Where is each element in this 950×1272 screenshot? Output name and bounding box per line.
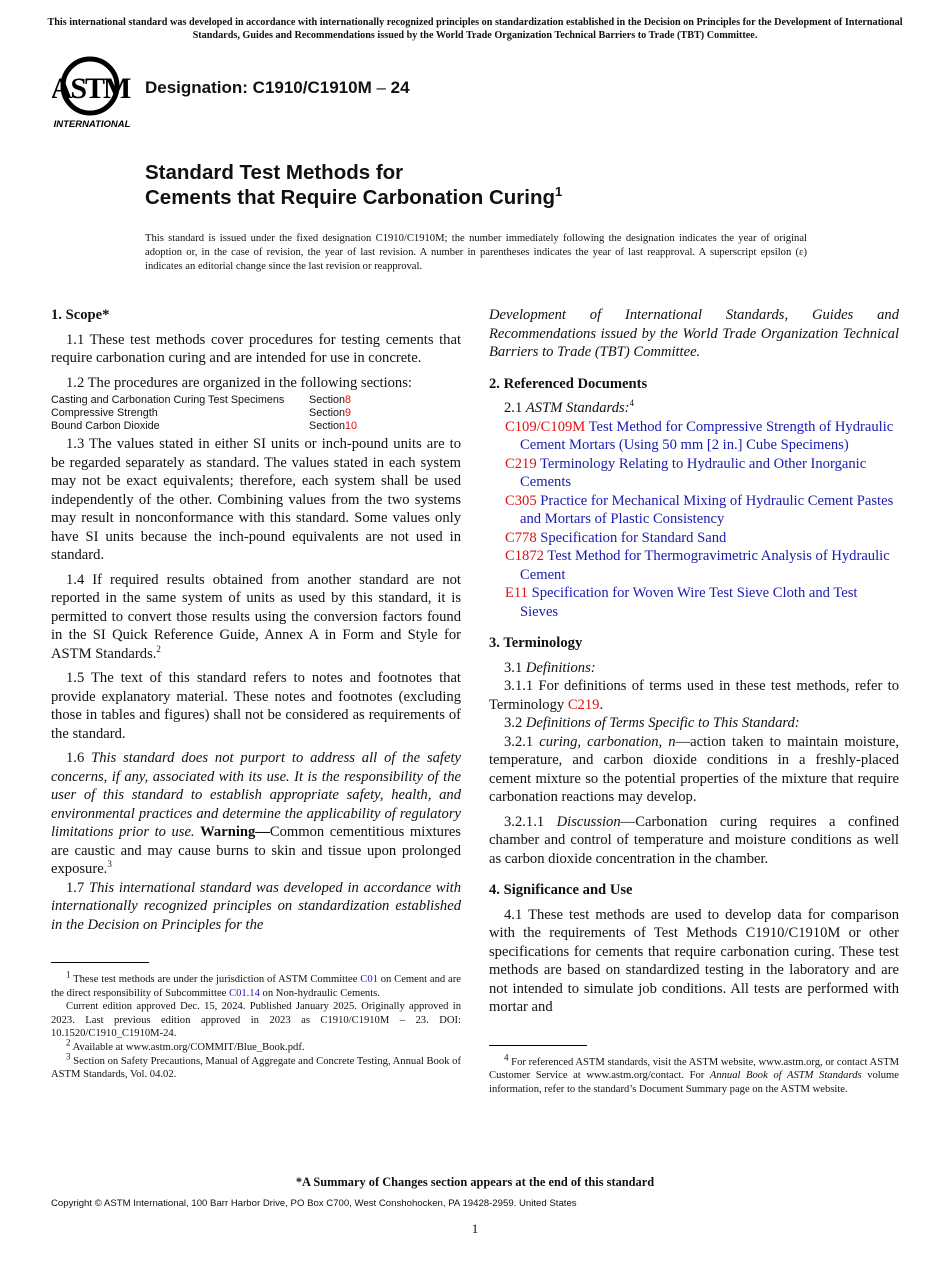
table-row: Casting and Carbonation Curing Test Specimens Section 8 (51, 394, 352, 406)
list-item[interactable]: C1872 Test Method for Thermogravimetric Analysis of Hydraulic Cement (505, 548, 890, 583)
para-2-1: 2.1 ASTM Standards:$^4$ (504, 398, 635, 416)
footnotes-right (489, 1051, 899, 1097)
summary-note: *A Summary of Changes section appears at the end of this standard (295, 1175, 655, 1189)
para-3-2-1-1: 3.2.1.1 Discussion—Carbonation curing requires a confined chamber and control of temperature and moisture conditions as well as carbon dioxide concentration in the chamber. (489, 813, 900, 867)
footnote-ref[interactable]: 4 (629, 398, 635, 409)
list-item[interactable]: C778 Specification for Standard Sand (505, 529, 727, 546)
para-1-6: 1.6 This standard does not purport to address all of the safety concerns, if any, associated with its use. It is the responsibility of the user of this standard to establish appropriate safety, health, and environmental practices and determine the applicability of regulatory limitations prior to use. Warning—Common cementitious mixtures are caustic and may cause burns to skin and tissue upon prolonged exposure.$^3$ (51, 750, 461, 877)
terminology-heading: 3. Terminology (489, 635, 583, 651)
list-item[interactable]: E11 Specification for Woven Wire Test Sieve Cloth and Test Sieves (505, 585, 858, 620)
svg-text:ASTM: ASTM (52, 72, 130, 105)
designation (145, 78, 410, 98)
left-column (51, 306, 461, 1082)
para-1-1: 1.1 These test methods cover procedures for testing cements that require carbonation curing and are intended for use in concrete. (51, 331, 461, 366)
designation-year: 24 (390, 78, 410, 97)
footnote-divider (489, 1045, 587, 1046)
scope-heading: 1. Scope* (51, 307, 110, 323)
section-link[interactable]: 8 (345, 394, 352, 406)
copyright: Copyright © ASTM International, 100 Barr Harbor Drive, PO Box C700, West Conshohocken, PA 19428-2959. United States (51, 1198, 577, 1209)
table-row: Compressive Strength Section 9 (51, 407, 352, 419)
referenced-heading: 2. Referenced Documents (489, 375, 648, 392)
edition-note: Current edition approved Dec. 15, 2024. Published January 2025. Originally approved in 2023. Last previous edition approved in 2023 as C1910/C1910M – 23. DOI: 10.1520/C1910_C1910M-24. (51, 1001, 461, 1040)
footnote-2: $^2$ Available at www.astm.org/COMMIT/Blue_Book.pdf. (66, 1037, 305, 1053)
section-link[interactable]: 10 (345, 420, 358, 432)
footnote-ref[interactable]: 2 (156, 643, 161, 654)
designation-label: Designation: C1910/C1910M (145, 78, 372, 97)
table-row: Bound Carbon Dioxide Section 10 (51, 420, 358, 432)
footnote-4: $^4$ For referenced ASTM standards, visit the ASTM website, www.astm.org, or contact ASTM Customer Service at www.astm.org/contact. For Annual Book of ASTM Standards volume information, refer to the standard’s Document Summary page on the ASTM website. (489, 1051, 899, 1095)
significance-heading: 4. Significance and Use (489, 882, 633, 898)
para-3-2: 3.2 Definitions of Terms Specific to This Standard: (504, 715, 800, 731)
para-4-1: 4.1 These test methods are used to develop data for comparison with the requirements of Test Methods C1910/C1910M or other specifications for cements that require carbonation curing. These test methods are based on standardized testing in the laboratory and are not intended to simulate job conditions. All tests are performed with mortar and (489, 906, 899, 1015)
para-3-1-1: 3.1.1 For definitions of terms used in these test methods, refer to Terminology C219. (489, 678, 899, 713)
page-title (145, 160, 562, 210)
para-1-2: 1.2 The procedures are organized in the following sections: (66, 374, 412, 391)
list-item[interactable]: C109/C109M Test Method for Compressive Strength of Hydraulic Cement Mortars (Using 50 mm [2 in.] Cube Specimens) (505, 418, 894, 453)
footnote-divider (51, 962, 149, 963)
designation-dash: – (371, 78, 391, 97)
title-footnote-ref[interactable]: 1 (555, 184, 563, 200)
committee-link[interactable]: C01 (360, 974, 378, 985)
footnotes-left (51, 969, 461, 1082)
sections-table (51, 394, 461, 433)
para-1-7: 1.7 This international standard was developed in accordance with internationally recognized principles on standardization established in the Decision on Principles for the (51, 879, 462, 933)
section-link[interactable]: 9 (345, 407, 352, 419)
title-line2: Cements that Require Carbonation Curing$^1$ (145, 184, 563, 209)
para-3-2-1: 3.2.1 curing, carbonation, n—action taken to maintain moisture, temperature, and carbon dioxide conditions in a freshly-placed cement mixture so the potential properties of the mixture that require carbonation reactions may develop. (489, 733, 899, 805)
para-1-4: 1.4 If required results obtained from another standard are not reported in the same system of units as used by this standard, it is permitted to convert those results using the conversion factors found in the SI Quick Reference Guide, Annex A in Form and Style for ASTM Standards.$^2$ (51, 571, 461, 662)
astm-logo-icon (52, 56, 136, 132)
para-3-1: 3.1 Definitions: (504, 659, 596, 676)
logo-text: INTERNATIONAL (53, 119, 131, 130)
para-1-7-continued: Development of International Standards, Guides and Recommendations issued by the World Trade Organization Technical Barriers to Trade (TBT) Committee. (489, 307, 899, 360)
list-item[interactable]: C219 Terminology Relating to Hydraulic and Other Inorganic Cements (505, 455, 867, 490)
para-1-3: 1.3 The values stated in either SI units or inch-pound units are to be regarded separately as standard. The values stated in each system may not be exact equivalents; therefore, each system shall be used independently of the other. Combining values from the two systems may result in nonconformance with this standard. Some values only have SI units because the inch-pound equivalents are not used in standard. (51, 436, 461, 563)
wto-notice: This international standard was developed in accordance with internationally recognized principles on standardization established in the Decision on Principles for the Development of International Standards, Guides and Recommendations issued by the World Trade Organization Technical Barriers to Trade (TBT) Committee. (47, 17, 903, 41)
footnote-1: $^1$ These test methods are under the jurisdiction of ASTM Committee C01 on Cement and are the direct responsibility of Subcommittee C01.14 on Non-hydraulic Cements. (51, 969, 461, 999)
subcommittee-link[interactable]: C01.14 (229, 987, 260, 999)
list-item[interactable]: C305 Practice for Mechanical Mixing of Hydraulic Cement Pastes and Mortars of Plastic Consistency (505, 492, 894, 527)
page-number: 1 (471, 1221, 479, 1236)
footnote-3: $^3$ Section on Safety Precautions, Manual of Aggregate and Concrete Testing, Annual Book of ASTM Standards, Vol. 04.02. (51, 1051, 461, 1081)
right-column (489, 306, 899, 1096)
terminology-link[interactable]: C219 (567, 696, 600, 713)
issued-note: This standard is issued under the fixed designation C1910/C1910M; the number immediately following the designation indicates the year of original adoption or, in the case of revision, the year of last revision. A number in parentheses indicates the year of last reapproval. A superscript epsilon (ε) indicates an editorial change since the last revision or reapproval. (145, 233, 807, 272)
para-1-5: 1.5 The text of this standard refers to notes and footnotes that provide explanatory material. These notes and footnotes (excluding those in tables and figures) shall not be considered as requirements of the standard. (51, 670, 461, 742)
title-line1: Standard Test Methods for (145, 161, 404, 184)
footnote-ref[interactable]: 3 (107, 859, 112, 870)
